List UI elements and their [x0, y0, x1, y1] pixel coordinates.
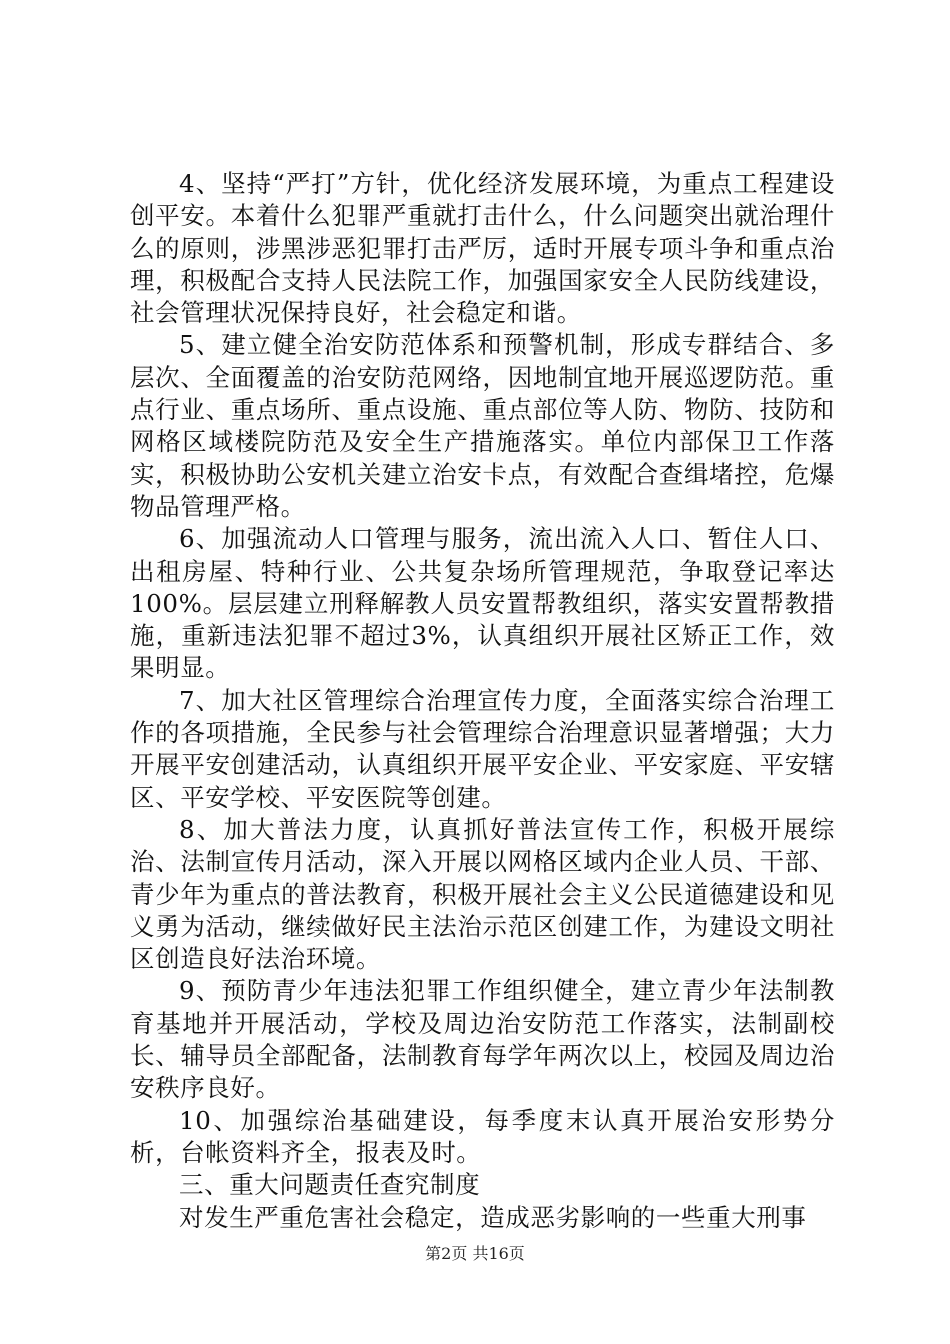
paragraph-item-7: 7、加大社区管理综合治理宣传力度，全面落实综合治理工作的各项措施，全民参与社会管理综合治理意识显著增强；大力开展平安创建活动，认真组织开展平安企业、平安家庭、平安辖区、平安学校、平安医院等创建。	[130, 685, 835, 812]
document-body	[130, 168, 835, 1234]
paragraph-item-10: 10、加强综治基础建设，每季度末认真开展治安形势分析，台帐资料齐全，报表及时。	[130, 1105, 835, 1167]
paragraph-item-8: 8、加大普法力度，认真抓好普法宣传工作，积极开展综治、法制宣传月活动，深入开展以网格区域内企业人员、干部、青少年为重点的普法教育，积极开展社会主义公民道德建设和见义勇为活动，继续做好民主法治示范区创建工作，为建设文明社区创造良好法治环境。	[130, 814, 835, 974]
paragraph-section-intro: 对发生严重危害社会稳定，造成恶劣影响的一些重大刑事	[179, 1202, 807, 1232]
paragraph-item-5: 5、建立健全治安防范体系和预警机制，形成专群结合、多层次、全面覆盖的治安防范网络，因地制宜地开展巡逻防范。重点行业、重点场所、重点设施、重点部位等人防、物防、技防和网格区域楼院防范及安全生产措施落实。单位内部保卫工作落实，积极协助公安机关建立治安卡点，有效配合查缉堵控，危爆物品管理严格。	[130, 330, 835, 521]
paragraph-item-9: 9、预防青少年违法犯罪工作组织健全，建立青少年法制教育基地并开展活动，学校及周边治安防范工作落实，法制副校长、辅导员全部配备，法制教育每学年两次以上，校园及周边治安秩序良好。	[130, 976, 835, 1103]
page-number-footer: 第2页 共16页	[425, 1244, 525, 1263]
paragraph-item-6: 6、加强流动人口管理与服务，流出流入人口、暂住人口、出租房屋、特种行业、公共复杂场所管理规范，争取登记率达100%。层层建立刑释解教人员安置帮教组织，落实安置帮教措施，重新违法犯罪不超过3%，认真组织开展社区矫正工作，效果明显。	[130, 524, 835, 683]
paragraph-item-4: 4、坚持“严打”方针，优化经济发展环境，为重点工程建设创平安。本着什么犯罪严重就打击什么，什么问题突出就治理什么的原则，涉黑涉恶犯罪打击严厉，适时开展专项斗争和重点治理，积极配合支持人民法院工作，加强国家安全人民防线建设，社会管理状况保持良好，社会稳定和谐。	[130, 169, 835, 328]
section-heading: 三、重大问题责任查究制度	[179, 1170, 481, 1200]
